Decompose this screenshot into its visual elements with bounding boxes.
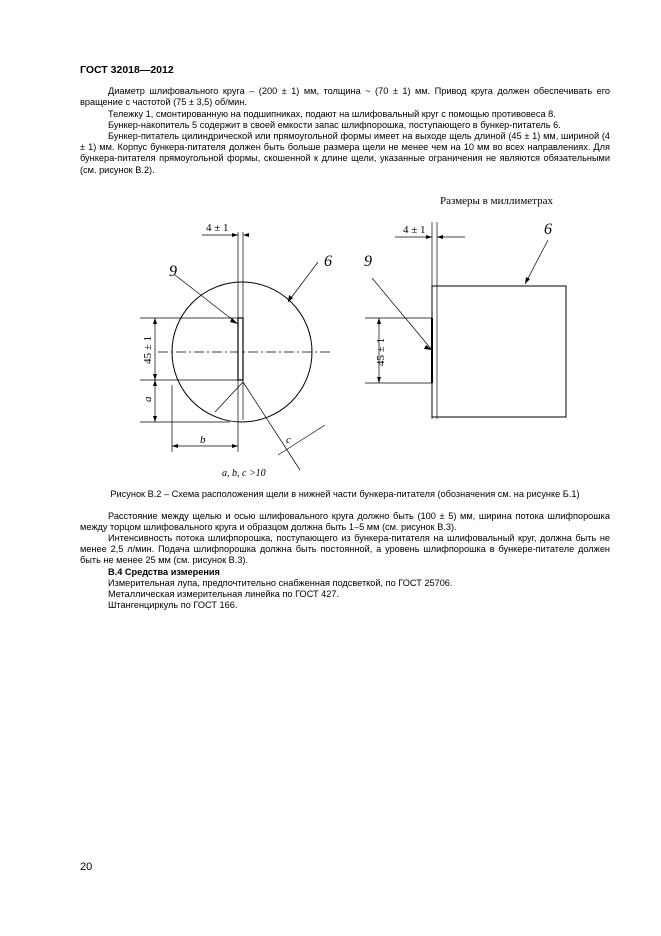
figure-caption: Рисунок В.2 – Схема расположения щели в нижней части бункера-питателя (обозначения см. на рисунке Б.1) bbox=[110, 489, 580, 499]
label-b: b bbox=[200, 434, 206, 446]
units-note: Размеры в миллиметрах bbox=[440, 195, 553, 207]
slit-length-dimension-right: 45 ± 1 bbox=[375, 337, 387, 366]
label-slit-9-right: 9 bbox=[364, 253, 372, 270]
label-hopper-6-right: 6 bbox=[544, 221, 552, 238]
slit-width-dimension-left: 4 ± 1 bbox=[206, 222, 229, 234]
section-heading-measuring-tools: В.4 Средства измерения bbox=[108, 567, 220, 577]
label-c: c bbox=[286, 434, 291, 446]
paragraph-feeder-hopper: Бункер-питатель цилиндрической или прямоугольной формы имеет на выходе щель длиной (45 ± 1) мм, шириной (4 ± 1) мм. Корпус бункера-питателя должен быть больше размера щели не менее чем на 10 мм во всех направлениях. Для бункера-питателя прямоугольной формы, скошенной к длине щели, указанные ограничения не являются обязательными (см. рисунок В.2). bbox=[80, 131, 610, 175]
slit-length-dimension-left: 45 ± 1 bbox=[142, 335, 154, 364]
paragraph-flow-intensity: Интенсивность потока шлифпорошка, поступающего из бункера-питателя на шлифовальный круг, должна быть не менее 2,5 л/мин. Подача шлифпорошка должна быть постоянной, а уровень шлифпорошка в бункере-питателе должен быть не менее 25 мм (см. рисунок В.3). bbox=[80, 533, 610, 566]
paragraph-carriage: Тележку 1, смонтированную на подшипниках, подают на шлифовальный круг с помощью противовеса 8. bbox=[108, 109, 556, 119]
label-hopper-6-left: 6 bbox=[324, 253, 332, 270]
slit-width-dimension-right: 4 ± 1 bbox=[403, 224, 426, 236]
standard-header: ГОСТ 32018—2012 bbox=[80, 64, 174, 76]
list-item-caliper: Штангенциркуль по ГОСТ 166. bbox=[108, 600, 238, 610]
paragraph-wheel-diameter: Диаметр шлифовального круга – (200 ± 1) мм, толщина ~ (70 ± 1) мм. Привод круга должен обеспечивать его вращение с частотой (75 ± 3,5) об/мин. bbox=[80, 86, 610, 108]
list-item-magnifier: Измерительная лупа, предпочтительно снабженная подсветкой, по ГОСТ 25706. bbox=[108, 578, 453, 588]
label-slit-9-left: 9 bbox=[169, 263, 177, 280]
paragraph-slit-distance: Расстояние между щелью и осью шлифовального круга должно быть (100 ± 5) мм, ширина потока шлифпорошка между торцом шлифовального круга и образцом должна быть 1–5 мм (см. рисунок В.3). bbox=[80, 511, 610, 533]
page-number: 20 bbox=[80, 861, 93, 873]
paragraph-storage-hopper: Бункер-накопитель 5 содержит в своей емкости запас шлифпорошка, поступающего в бункер-питатель 6. bbox=[108, 120, 561, 130]
rectangular-hopper-view bbox=[365, 222, 566, 419]
right-view-arrowheads bbox=[377, 235, 530, 383]
dimension-condition: a, b, c >10 bbox=[222, 468, 266, 479]
label-a: a bbox=[142, 396, 154, 402]
list-item-ruler: Металлическая измерительная линейка по ГОСТ 427. bbox=[108, 589, 340, 599]
